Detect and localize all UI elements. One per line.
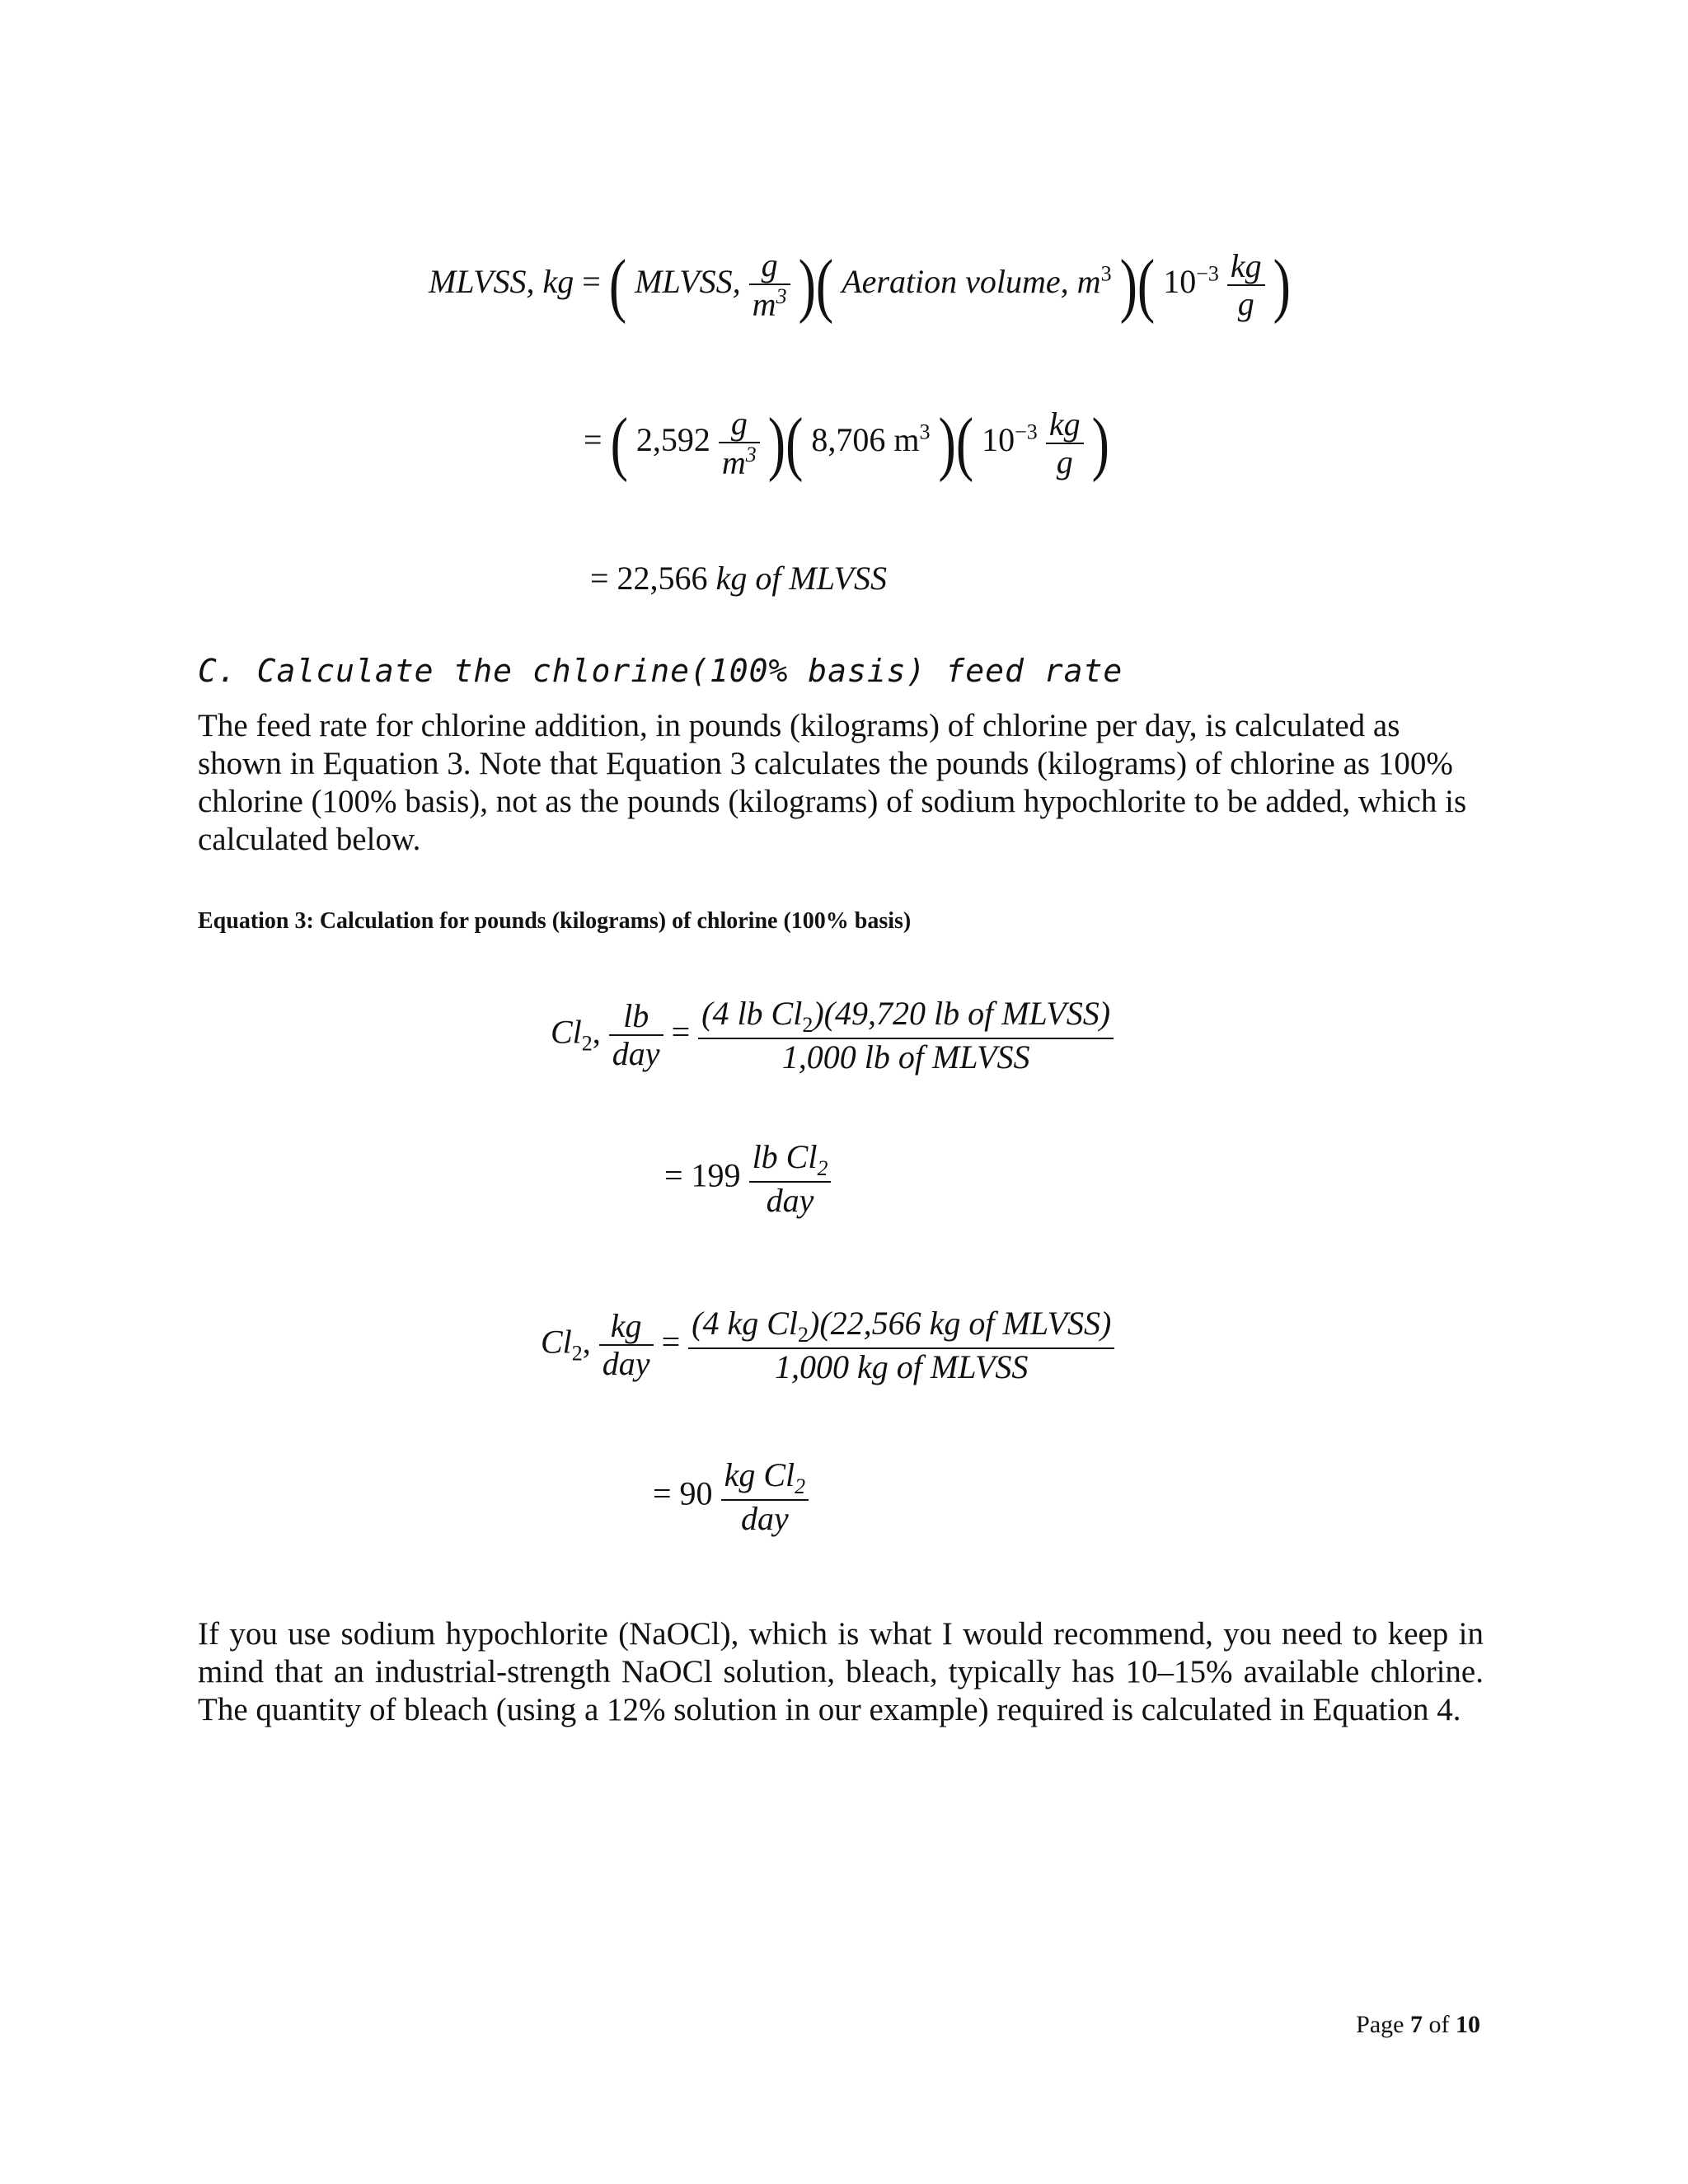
- g-per-m3-fraction-2: $\frac{g}{m^3}$: [719, 405, 760, 480]
- mlvss-result: = 22,566 kg of MLVSS: [590, 560, 887, 597]
- aeration-volume-term: Aeration volume, m: [842, 262, 1101, 300]
- section-c-paragraph: The feed rate for chlorine addition, in pounds (kilograms) of chlorine per day, is calculated as shown in Equation 3. Note that Equation 3 calculates the pounds (kilograms) of chlorine as 100% chlorine (100% basis), not as the pounds (kilograms) of sodium hypochlorite to be added, which is calculated below.: [198, 708, 1467, 857]
- chlorine-lb-equation: $Cl_2$, $\frac{lb}{\text{day}}$ = $\frac{(4 lb Cl_2)(49,720 lb of MLVSS)}{\text{1,000 lb of MLVSS}}$: [551, 996, 1114, 1076]
- kg-per-day-fraction: $\frac{kg}{\text{day}}$: [599, 1308, 654, 1382]
- page-total: 10: [1456, 2011, 1480, 2038]
- page-number: 7: [1410, 2011, 1423, 2038]
- section-c-heading: C. Calculate the chlorine(100% basis) feed rate: [198, 653, 1123, 689]
- equals-sign: =: [582, 262, 601, 300]
- mlvss-equation-line2: = ( 2,592 $\frac{g}{m^3}$ )( 8,706 $m^3$ )( $10^{-3}$ $\frac{kg}{g}$ ): [584, 403, 1109, 482]
- chlorine-kg-equation: $Cl_2$, $\frac{kg}{\text{day}}$ = $\frac{(4 kg Cl_2)(22,566 kg of MLVSS)}{\text{1,000 kg of MLVSS}}$: [541, 1305, 1114, 1385]
- chlorine-lb-result: = 199 $\frac{lb Cl_2}{\text{day}}$: [664, 1139, 831, 1219]
- chlorine-lb-fraction: $\frac{(4 lb Cl_2)(49,720 lb of MLVSS)}{\text{1,000 lb of MLVSS}}$: [698, 996, 1114, 1076]
- g-per-m3-fraction: $\frac{g}{m^3}$: [749, 247, 790, 322]
- kg-per-g-fraction-2: $\frac{kg}{g}$: [1046, 406, 1084, 480]
- lb-cl2-per-day-fraction: $\frac{lb Cl_2}{\text{day}}$: [749, 1139, 832, 1219]
- chlorine-kg-fraction: $\frac{(4 kg Cl_2)(22,566 kg of MLVSS)}{\text{1,000 kg of MLVSS}}$: [688, 1305, 1114, 1385]
- page-footer: Page 7 of 10: [1356, 2011, 1480, 2038]
- ten-factor: 10: [1163, 262, 1197, 300]
- aeration-volume-value: 8,706 m: [811, 420, 920, 458]
- kg-cl2-per-day-fraction: $\frac{kg Cl_2}{\text{day}}$: [721, 1457, 809, 1537]
- chlorine-kg-result: = 90 $\frac{kg Cl_2}{\text{day}}$: [653, 1457, 809, 1537]
- mlvss-term1-label: MLVSS,: [635, 262, 741, 300]
- mlvss-equation-line1: MLVSS, kg = ( MLVSS, $\frac{g}{m^3}$ )( Aeration volume, $m^3$ )( $10^{-3}$ $\frac{kg}{g}$ ): [429, 245, 1291, 324]
- mlvss-value: 2,592: [635, 420, 710, 458]
- mlvss-lhs: MLVSS, kg: [429, 262, 574, 300]
- lb-per-day-fraction: $\frac{lb}{\text{day}}$: [609, 998, 663, 1072]
- equation-3-caption: Equation 3: Calculation for pounds (kilograms) of chlorine (100% basis): [198, 908, 912, 934]
- kg-per-g-fraction: $\frac{kg}{g}$: [1227, 248, 1265, 322]
- bleach-paragraph: If you use sodium hypochlorite (NaOCl), which is what I would recommend, you need to keep in mind that an industrial-strength NaOCl solution, bleach, typically has 10–15% available chlorine. The quantity of bleach (using a 12% solution in our example) required is calculated in Equation 4.: [198, 1616, 1484, 1727]
